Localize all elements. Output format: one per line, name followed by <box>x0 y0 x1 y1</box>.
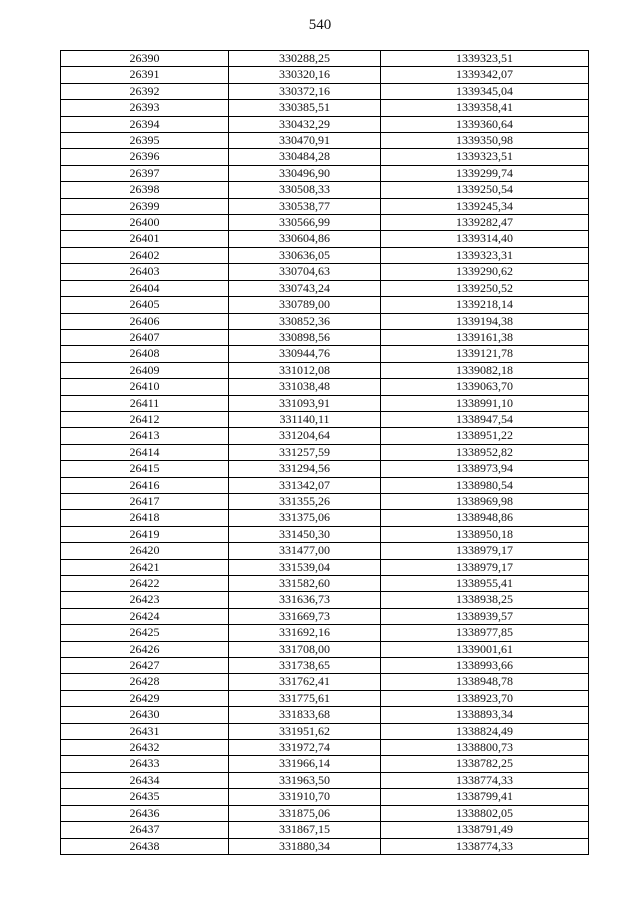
x-coordinate-cell: 331342,07 <box>229 477 381 493</box>
table-row <box>61 756 589 772</box>
point-number-cell: 26418 <box>61 510 229 526</box>
y-coordinate-cell: 1338938,25 <box>381 592 589 608</box>
x-coordinate-cell: 331708,00 <box>229 641 381 657</box>
point-number-cell: 26435 <box>61 789 229 805</box>
table-row <box>61 658 589 674</box>
x-coordinate-cell: 331038,48 <box>229 379 381 395</box>
table-row <box>61 379 589 395</box>
table-row <box>61 559 589 575</box>
x-coordinate-cell: 331880,34 <box>229 838 381 854</box>
page-number: 540 <box>308 17 332 33</box>
table-row <box>61 83 589 99</box>
point-number-cell: 26413 <box>61 428 229 444</box>
y-coordinate-cell: 1338952,82 <box>381 444 589 460</box>
x-coordinate-cell: 331738,65 <box>229 658 381 674</box>
point-number-cell: 26429 <box>61 690 229 706</box>
x-coordinate-cell: 331582,60 <box>229 576 381 592</box>
point-number-cell: 26425 <box>61 625 229 641</box>
table-row <box>61 231 589 247</box>
x-coordinate-cell: 331012,08 <box>229 362 381 378</box>
y-coordinate-cell: 1338774,33 <box>381 838 589 854</box>
y-coordinate-cell: 1339082,18 <box>381 362 589 378</box>
point-number-cell: 26426 <box>61 641 229 657</box>
point-number-cell: 26437 <box>61 822 229 838</box>
x-coordinate-cell: 330484,28 <box>229 149 381 165</box>
x-coordinate-cell: 331875,06 <box>229 805 381 821</box>
y-coordinate-cell: 1338950,18 <box>381 526 589 542</box>
y-coordinate-cell: 1339250,52 <box>381 280 589 296</box>
point-number-cell: 26399 <box>61 198 229 214</box>
x-coordinate-cell: 331140,11 <box>229 411 381 427</box>
y-coordinate-cell: 1338799,41 <box>381 789 589 805</box>
x-coordinate-cell: 331910,70 <box>229 789 381 805</box>
point-number-cell: 26405 <box>61 297 229 313</box>
y-coordinate-cell: 1338973,94 <box>381 461 589 477</box>
table-row <box>61 395 589 411</box>
coordinates-table <box>60 50 589 855</box>
table-row <box>61 165 589 181</box>
table-row <box>61 411 589 427</box>
y-coordinate-cell: 1339063,70 <box>381 379 589 395</box>
y-coordinate-cell: 1339161,38 <box>381 329 589 345</box>
y-coordinate-cell: 1339299,74 <box>381 165 589 181</box>
point-number-cell: 26398 <box>61 182 229 198</box>
x-coordinate-cell: 330288,25 <box>229 51 381 67</box>
point-number-cell: 26410 <box>61 379 229 395</box>
x-coordinate-cell: 330636,05 <box>229 247 381 263</box>
table-row <box>61 100 589 116</box>
x-coordinate-cell: 330743,24 <box>229 280 381 296</box>
point-number-cell: 26424 <box>61 608 229 624</box>
coordinates-table-body <box>61 51 589 855</box>
x-coordinate-cell: 330944,76 <box>229 346 381 362</box>
y-coordinate-cell: 1338947,54 <box>381 411 589 427</box>
point-number-cell: 26415 <box>61 461 229 477</box>
point-number-cell: 26417 <box>61 493 229 509</box>
x-coordinate-cell: 331450,30 <box>229 526 381 542</box>
y-coordinate-cell: 1338993,66 <box>381 658 589 674</box>
x-coordinate-cell: 331539,04 <box>229 559 381 575</box>
x-coordinate-cell: 331775,61 <box>229 690 381 706</box>
table-row <box>61 789 589 805</box>
y-coordinate-cell: 1338782,25 <box>381 756 589 772</box>
y-coordinate-cell: 1339290,62 <box>381 264 589 280</box>
table-row <box>61 641 589 657</box>
y-coordinate-cell: 1338800,73 <box>381 740 589 756</box>
table-row <box>61 576 589 592</box>
x-coordinate-cell: 331355,26 <box>229 493 381 509</box>
x-coordinate-cell: 330789,00 <box>229 297 381 313</box>
x-coordinate-cell: 331636,73 <box>229 592 381 608</box>
table-row <box>61 707 589 723</box>
x-coordinate-cell: 331669,73 <box>229 608 381 624</box>
point-number-cell: 26433 <box>61 756 229 772</box>
y-coordinate-cell: 1339218,14 <box>381 297 589 313</box>
table-row <box>61 329 589 345</box>
table-row <box>61 838 589 854</box>
x-coordinate-cell: 330470,91 <box>229 133 381 149</box>
y-coordinate-cell: 1339323,51 <box>381 51 589 67</box>
point-number-cell: 26395 <box>61 133 229 149</box>
y-coordinate-cell: 1338980,54 <box>381 477 589 493</box>
x-coordinate-cell: 331692,16 <box>229 625 381 641</box>
point-number-cell: 26434 <box>61 772 229 788</box>
x-coordinate-cell: 330704,63 <box>229 264 381 280</box>
point-number-cell: 26438 <box>61 838 229 854</box>
y-coordinate-cell: 1338951,22 <box>381 428 589 444</box>
x-coordinate-cell: 331867,15 <box>229 822 381 838</box>
table-row <box>61 346 589 362</box>
point-number-cell: 26407 <box>61 329 229 345</box>
table-row <box>61 608 589 624</box>
x-coordinate-cell: 330566,99 <box>229 215 381 231</box>
point-number-cell: 26420 <box>61 543 229 559</box>
x-coordinate-cell: 331093,91 <box>229 395 381 411</box>
point-number-cell: 26401 <box>61 231 229 247</box>
y-coordinate-cell: 1339360,64 <box>381 116 589 132</box>
x-coordinate-cell: 331833,68 <box>229 707 381 723</box>
table-row <box>61 526 589 542</box>
table-row <box>61 264 589 280</box>
point-number-cell: 26392 <box>61 83 229 99</box>
point-number-cell: 26421 <box>61 559 229 575</box>
table-row <box>61 428 589 444</box>
x-coordinate-cell: 331294,56 <box>229 461 381 477</box>
x-coordinate-cell: 330538,77 <box>229 198 381 214</box>
table-row <box>61 182 589 198</box>
y-coordinate-cell: 1339323,51 <box>381 149 589 165</box>
x-coordinate-cell: 330496,90 <box>229 165 381 181</box>
table-row <box>61 444 589 460</box>
table-row <box>61 149 589 165</box>
y-coordinate-cell: 1339350,98 <box>381 133 589 149</box>
table-row <box>61 772 589 788</box>
point-number-cell: 26396 <box>61 149 229 165</box>
y-coordinate-cell: 1338969,98 <box>381 493 589 509</box>
table-row <box>61 477 589 493</box>
x-coordinate-cell: 330385,51 <box>229 100 381 116</box>
table-row <box>61 51 589 67</box>
table-row <box>61 297 589 313</box>
table-row <box>61 543 589 559</box>
table-row <box>61 461 589 477</box>
y-coordinate-cell: 1338939,57 <box>381 608 589 624</box>
point-number-cell: 26414 <box>61 444 229 460</box>
y-coordinate-cell: 1338893,34 <box>381 707 589 723</box>
table-row <box>61 313 589 329</box>
x-coordinate-cell: 330320,16 <box>229 67 381 83</box>
y-coordinate-cell: 1339245,34 <box>381 198 589 214</box>
y-coordinate-cell: 1339342,07 <box>381 67 589 83</box>
point-number-cell: 26403 <box>61 264 229 280</box>
point-number-cell: 26416 <box>61 477 229 493</box>
table-row <box>61 510 589 526</box>
point-number-cell: 26402 <box>61 247 229 263</box>
y-coordinate-cell: 1338955,41 <box>381 576 589 592</box>
y-coordinate-cell: 1338977,85 <box>381 625 589 641</box>
point-number-cell: 26430 <box>61 707 229 723</box>
point-number-cell: 26394 <box>61 116 229 132</box>
table-row <box>61 822 589 838</box>
y-coordinate-cell: 1339314,40 <box>381 231 589 247</box>
point-number-cell: 26409 <box>61 362 229 378</box>
point-number-cell: 26436 <box>61 805 229 821</box>
table-row <box>61 690 589 706</box>
table-row <box>61 740 589 756</box>
x-coordinate-cell: 331762,41 <box>229 674 381 690</box>
x-coordinate-cell: 331951,62 <box>229 723 381 739</box>
x-coordinate-cell: 330898,56 <box>229 329 381 345</box>
x-coordinate-cell: 330508,33 <box>229 182 381 198</box>
x-coordinate-cell: 330604,86 <box>229 231 381 247</box>
table-row <box>61 493 589 509</box>
point-number-cell: 26431 <box>61 723 229 739</box>
table-row <box>61 362 589 378</box>
y-coordinate-cell: 1339194,38 <box>381 313 589 329</box>
y-coordinate-cell: 1338948,86 <box>381 510 589 526</box>
table-row <box>61 805 589 821</box>
y-coordinate-cell: 1338923,70 <box>381 690 589 706</box>
y-coordinate-cell: 1338791,49 <box>381 822 589 838</box>
table-row <box>61 116 589 132</box>
y-coordinate-cell: 1338774,33 <box>381 772 589 788</box>
table-row <box>61 247 589 263</box>
x-coordinate-cell: 330432,29 <box>229 116 381 132</box>
table-row <box>61 280 589 296</box>
y-coordinate-cell: 1338979,17 <box>381 559 589 575</box>
y-coordinate-cell: 1339358,41 <box>381 100 589 116</box>
x-coordinate-cell: 331375,06 <box>229 510 381 526</box>
point-number-cell: 26411 <box>61 395 229 411</box>
x-coordinate-cell: 331963,50 <box>229 772 381 788</box>
table-row <box>61 625 589 641</box>
y-coordinate-cell: 1338824,49 <box>381 723 589 739</box>
point-number-cell: 26423 <box>61 592 229 608</box>
y-coordinate-cell: 1339323,31 <box>381 247 589 263</box>
point-number-cell: 26428 <box>61 674 229 690</box>
point-number-cell: 26422 <box>61 576 229 592</box>
point-number-cell: 26391 <box>61 67 229 83</box>
point-number-cell: 26419 <box>61 526 229 542</box>
y-coordinate-cell: 1339250,54 <box>381 182 589 198</box>
y-coordinate-cell: 1339121,78 <box>381 346 589 362</box>
x-coordinate-cell: 330372,16 <box>229 83 381 99</box>
table-row <box>61 67 589 83</box>
y-coordinate-cell: 1338979,17 <box>381 543 589 559</box>
point-number-cell: 26404 <box>61 280 229 296</box>
y-coordinate-cell: 1338802,05 <box>381 805 589 821</box>
point-number-cell: 26412 <box>61 411 229 427</box>
y-coordinate-cell: 1339001,61 <box>381 641 589 657</box>
x-coordinate-cell: 331972,74 <box>229 740 381 756</box>
table-row <box>61 198 589 214</box>
point-number-cell: 26406 <box>61 313 229 329</box>
x-coordinate-cell: 330852,36 <box>229 313 381 329</box>
point-number-cell: 26397 <box>61 165 229 181</box>
x-coordinate-cell: 331477,00 <box>229 543 381 559</box>
x-coordinate-cell: 331257,59 <box>229 444 381 460</box>
table-row <box>61 592 589 608</box>
x-coordinate-cell: 331204,64 <box>229 428 381 444</box>
y-coordinate-cell: 1339282,47 <box>381 215 589 231</box>
table-row <box>61 674 589 690</box>
point-number-cell: 26432 <box>61 740 229 756</box>
table-row <box>61 723 589 739</box>
table-row <box>61 133 589 149</box>
point-number-cell: 26390 <box>61 51 229 67</box>
y-coordinate-cell: 1338948,78 <box>381 674 589 690</box>
point-number-cell: 26400 <box>61 215 229 231</box>
point-number-cell: 26393 <box>61 100 229 116</box>
table-row <box>61 215 589 231</box>
y-coordinate-cell: 1339345,04 <box>381 83 589 99</box>
y-coordinate-cell: 1338991,10 <box>381 395 589 411</box>
point-number-cell: 26408 <box>61 346 229 362</box>
x-coordinate-cell: 331966,14 <box>229 756 381 772</box>
point-number-cell: 26427 <box>61 658 229 674</box>
